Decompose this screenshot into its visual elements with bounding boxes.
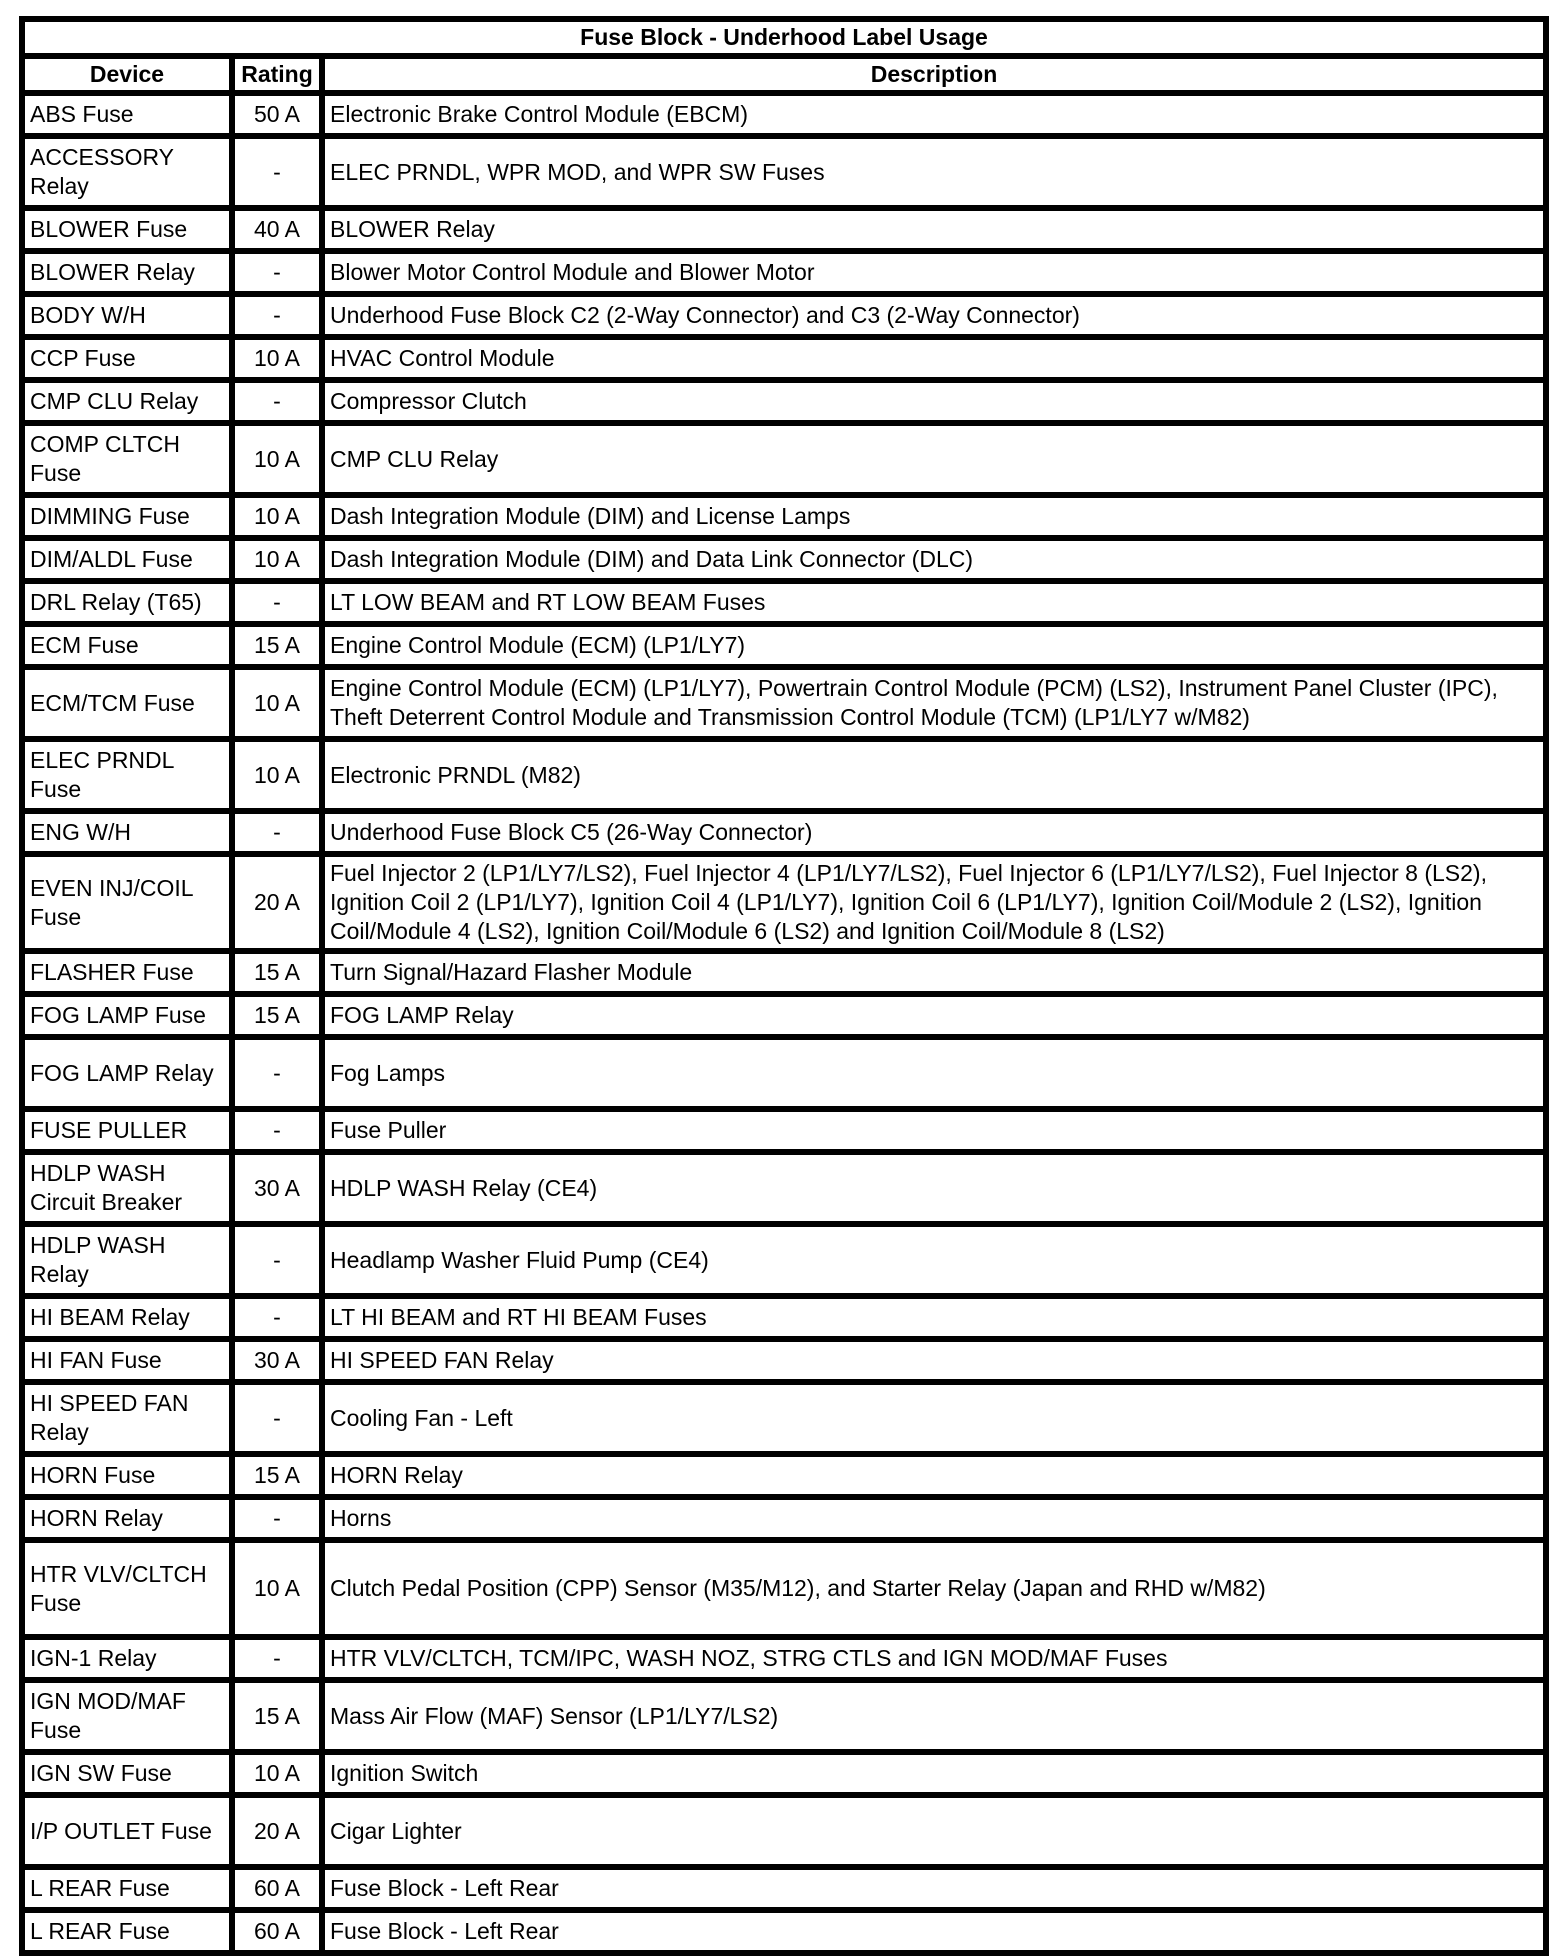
device-cell: EVEN INJ/COIL Fuse <box>22 854 232 951</box>
device-cell: HORN Fuse <box>22 1454 232 1497</box>
description-cell: CMP CLU Relay <box>322 423 1546 495</box>
table-title: Fuse Block - Underhood Label Usage <box>22 19 1546 56</box>
table-row <box>22 93 1546 136</box>
rating-cell: 20 A <box>232 1795 322 1867</box>
column-header-description: Description <box>322 56 1546 93</box>
device-cell: IGN MOD/MAF Fuse <box>22 1680 232 1752</box>
rating-cell: - <box>232 1296 322 1339</box>
rating-cell: 30 A <box>232 1152 322 1224</box>
device-cell: ACCESSORY Relay <box>22 136 232 208</box>
description-cell: Turn Signal/Hazard Flasher Module <box>322 951 1546 994</box>
rating-cell: 10 A <box>232 423 322 495</box>
description-cell: LT LOW BEAM and RT LOW BEAM Fuses <box>322 581 1546 624</box>
rating-cell: 20 A <box>232 854 322 951</box>
rating-cell: 10 A <box>232 495 322 538</box>
description-cell: Cooling Fan - Left <box>322 1382 1546 1454</box>
table-row <box>22 251 1546 294</box>
table-row <box>22 667 1546 739</box>
description-cell: Fuse Block - Left Rear <box>322 1910 1546 1953</box>
rating-cell: - <box>232 1497 322 1540</box>
table-row <box>22 1339 1546 1382</box>
column-header-device: Device <box>22 56 232 93</box>
table-row <box>22 1910 1546 1953</box>
description-cell: Underhood Fuse Block C2 (2-Way Connector) and C3 (2-Way Connector) <box>322 294 1546 337</box>
description-cell: Electronic PRNDL (M82) <box>322 739 1546 811</box>
description-cell: Headlamp Washer Fluid Pump (CE4) <box>322 1224 1546 1296</box>
rating-cell: 40 A <box>232 208 322 251</box>
device-cell: HI BEAM Relay <box>22 1296 232 1339</box>
rating-cell: 15 A <box>232 951 322 994</box>
device-cell: ELEC PRNDL Fuse <box>22 739 232 811</box>
device-cell: CCP Fuse <box>22 337 232 380</box>
description-cell: Mass Air Flow (MAF) Sensor (LP1/LY7/LS2) <box>322 1680 1546 1752</box>
device-cell: ABS Fuse <box>22 93 232 136</box>
rating-cell: 60 A <box>232 1910 322 1953</box>
description-cell: Blower Motor Control Module and Blower Motor <box>322 251 1546 294</box>
description-cell: Dash Integration Module (DIM) and Data Link Connector (DLC) <box>322 538 1546 581</box>
description-cell: Electronic Brake Control Module (EBCM) <box>322 93 1546 136</box>
rating-cell: - <box>232 251 322 294</box>
device-cell: BLOWER Relay <box>22 251 232 294</box>
description-cell: ELEC PRNDL, WPR MOD, and WPR SW Fuses <box>322 136 1546 208</box>
device-cell: L REAR Fuse <box>22 1910 232 1953</box>
rating-cell: 30 A <box>232 1339 322 1382</box>
rating-cell: - <box>232 380 322 423</box>
description-cell: Fuse Puller <box>322 1109 1546 1152</box>
table-row <box>22 495 1546 538</box>
rating-cell: - <box>232 1224 322 1296</box>
rating-cell: - <box>232 581 322 624</box>
device-cell: COMP CLTCH Fuse <box>22 423 232 495</box>
rating-cell: 15 A <box>232 1454 322 1497</box>
table-row <box>22 294 1546 337</box>
description-cell: Clutch Pedal Position (CPP) Sensor (M35/M12), and Starter Relay (Japan and RHD w/M82) <box>322 1540 1546 1637</box>
description-cell: Cigar Lighter <box>322 1795 1546 1867</box>
device-cell: ECM Fuse <box>22 624 232 667</box>
table-body <box>22 93 1546 1953</box>
fuse-table-sheet <box>19 16 1549 1944</box>
device-cell: DIMMING Fuse <box>22 495 232 538</box>
table-row <box>22 380 1546 423</box>
rating-cell: 15 A <box>232 994 322 1037</box>
device-cell: HORN Relay <box>22 1497 232 1540</box>
description-cell: BLOWER Relay <box>322 208 1546 251</box>
table-row <box>22 739 1546 811</box>
table-row <box>22 624 1546 667</box>
device-cell: HDLP WASH Circuit Breaker <box>22 1152 232 1224</box>
table-row <box>22 1867 1546 1910</box>
fuse-block-table <box>19 16 1549 1956</box>
table-row <box>22 1637 1546 1680</box>
table-row <box>22 1224 1546 1296</box>
table-row <box>22 1109 1546 1152</box>
description-cell: Horns <box>322 1497 1546 1540</box>
rating-cell: 10 A <box>232 667 322 739</box>
device-cell: ECM/TCM Fuse <box>22 667 232 739</box>
table-row <box>22 1540 1546 1637</box>
table-row <box>22 581 1546 624</box>
table-row <box>22 1795 1546 1867</box>
rating-cell: 50 A <box>232 93 322 136</box>
table-row <box>22 811 1546 854</box>
description-cell: Compressor Clutch <box>322 380 1546 423</box>
rating-cell: 10 A <box>232 739 322 811</box>
description-cell: Ignition Switch <box>322 1752 1546 1795</box>
description-cell: Engine Control Module (ECM) (LP1/LY7) <box>322 624 1546 667</box>
rating-cell: - <box>232 811 322 854</box>
table-row <box>22 538 1546 581</box>
description-cell: FOG LAMP Relay <box>322 994 1546 1037</box>
device-cell: IGN SW Fuse <box>22 1752 232 1795</box>
device-cell: FOG LAMP Fuse <box>22 994 232 1037</box>
rating-cell: 10 A <box>232 1752 322 1795</box>
rating-cell: - <box>232 294 322 337</box>
rating-cell: - <box>232 1109 322 1152</box>
rating-cell: 10 A <box>232 538 322 581</box>
rating-cell: 15 A <box>232 624 322 667</box>
device-cell: HDLP WASH Relay <box>22 1224 232 1296</box>
device-cell: HTR VLV/CLTCH Fuse <box>22 1540 232 1637</box>
table-row <box>22 1752 1546 1795</box>
rating-cell: 60 A <box>232 1867 322 1910</box>
header-row <box>22 56 1546 93</box>
description-cell: Dash Integration Module (DIM) and License Lamps <box>322 495 1546 538</box>
table-row <box>22 1680 1546 1752</box>
column-header-rating: Rating <box>232 56 322 93</box>
rating-cell: - <box>232 1637 322 1680</box>
table-row <box>22 1497 1546 1540</box>
rating-cell: - <box>232 1382 322 1454</box>
table-row <box>22 1037 1546 1109</box>
table-row <box>22 854 1546 951</box>
table-row <box>22 208 1546 251</box>
rating-cell: - <box>232 136 322 208</box>
device-cell: FUSE PULLER <box>22 1109 232 1152</box>
table-row <box>22 1296 1546 1339</box>
device-cell: L REAR Fuse <box>22 1867 232 1910</box>
device-cell: HI FAN Fuse <box>22 1339 232 1382</box>
device-cell: IGN-1 Relay <box>22 1637 232 1680</box>
table-row <box>22 337 1546 380</box>
description-cell: Fog Lamps <box>322 1037 1546 1109</box>
description-cell: HTR VLV/CLTCH, TCM/IPC, WASH NOZ, STRG CTLS and IGN MOD/MAF Fuses <box>322 1637 1546 1680</box>
rating-cell: 10 A <box>232 1540 322 1637</box>
device-cell: CMP CLU Relay <box>22 380 232 423</box>
device-cell: ENG W/H <box>22 811 232 854</box>
table-row <box>22 994 1546 1037</box>
description-cell: Fuse Block - Left Rear <box>322 1867 1546 1910</box>
device-cell: FLASHER Fuse <box>22 951 232 994</box>
device-cell: FOG LAMP Relay <box>22 1037 232 1109</box>
description-cell: Engine Control Module (ECM) (LP1/LY7), Powertrain Control Module (PCM) (LS2), Instrument Panel Cluster (IPC), Theft Deterrent Control Module and Transmission Control Module (TCM) (LP1/LY7 w/M82) <box>322 667 1546 739</box>
description-cell: HI SPEED FAN Relay <box>322 1339 1546 1382</box>
rating-cell: 15 A <box>232 1680 322 1752</box>
device-cell: HI SPEED FAN Relay <box>22 1382 232 1454</box>
description-cell: Underhood Fuse Block C5 (26-Way Connector) <box>322 811 1546 854</box>
description-cell: HORN Relay <box>322 1454 1546 1497</box>
device-cell: DIM/ALDL Fuse <box>22 538 232 581</box>
table-row <box>22 1382 1546 1454</box>
table-row <box>22 423 1546 495</box>
device-cell: I/P OUTLET Fuse <box>22 1795 232 1867</box>
device-cell: BODY W/H <box>22 294 232 337</box>
description-cell: HDLP WASH Relay (CE4) <box>322 1152 1546 1224</box>
table-row <box>22 136 1546 208</box>
description-cell: Fuel Injector 2 (LP1/LY7/LS2), Fuel Injector 4 (LP1/LY7/LS2), Fuel Injector 6 (LP1/LY7/LS2), Fuel Injector 8 (LS2), Ignition Coil 2 (LP1/LY7), Ignition Coil 4 (LP1/LY7), Ignition Coil 6 (LP1/LY7), Ignition Coil/Module 2 (LS2), Ignition Coil/Module 4 (LS2), Ignition Coil/Module 6 (LS2) and Ignition Coil/Module 8 (LS2) <box>322 854 1546 951</box>
device-cell: DRL Relay (T65) <box>22 581 232 624</box>
description-cell: LT HI BEAM and RT HI BEAM Fuses <box>322 1296 1546 1339</box>
description-cell: HVAC Control Module <box>322 337 1546 380</box>
rating-cell: 10 A <box>232 337 322 380</box>
table-row <box>22 951 1546 994</box>
device-cell: BLOWER Fuse <box>22 208 232 251</box>
table-row <box>22 1152 1546 1224</box>
title-row <box>22 19 1546 56</box>
rating-cell: - <box>232 1037 322 1109</box>
table-row <box>22 1454 1546 1497</box>
